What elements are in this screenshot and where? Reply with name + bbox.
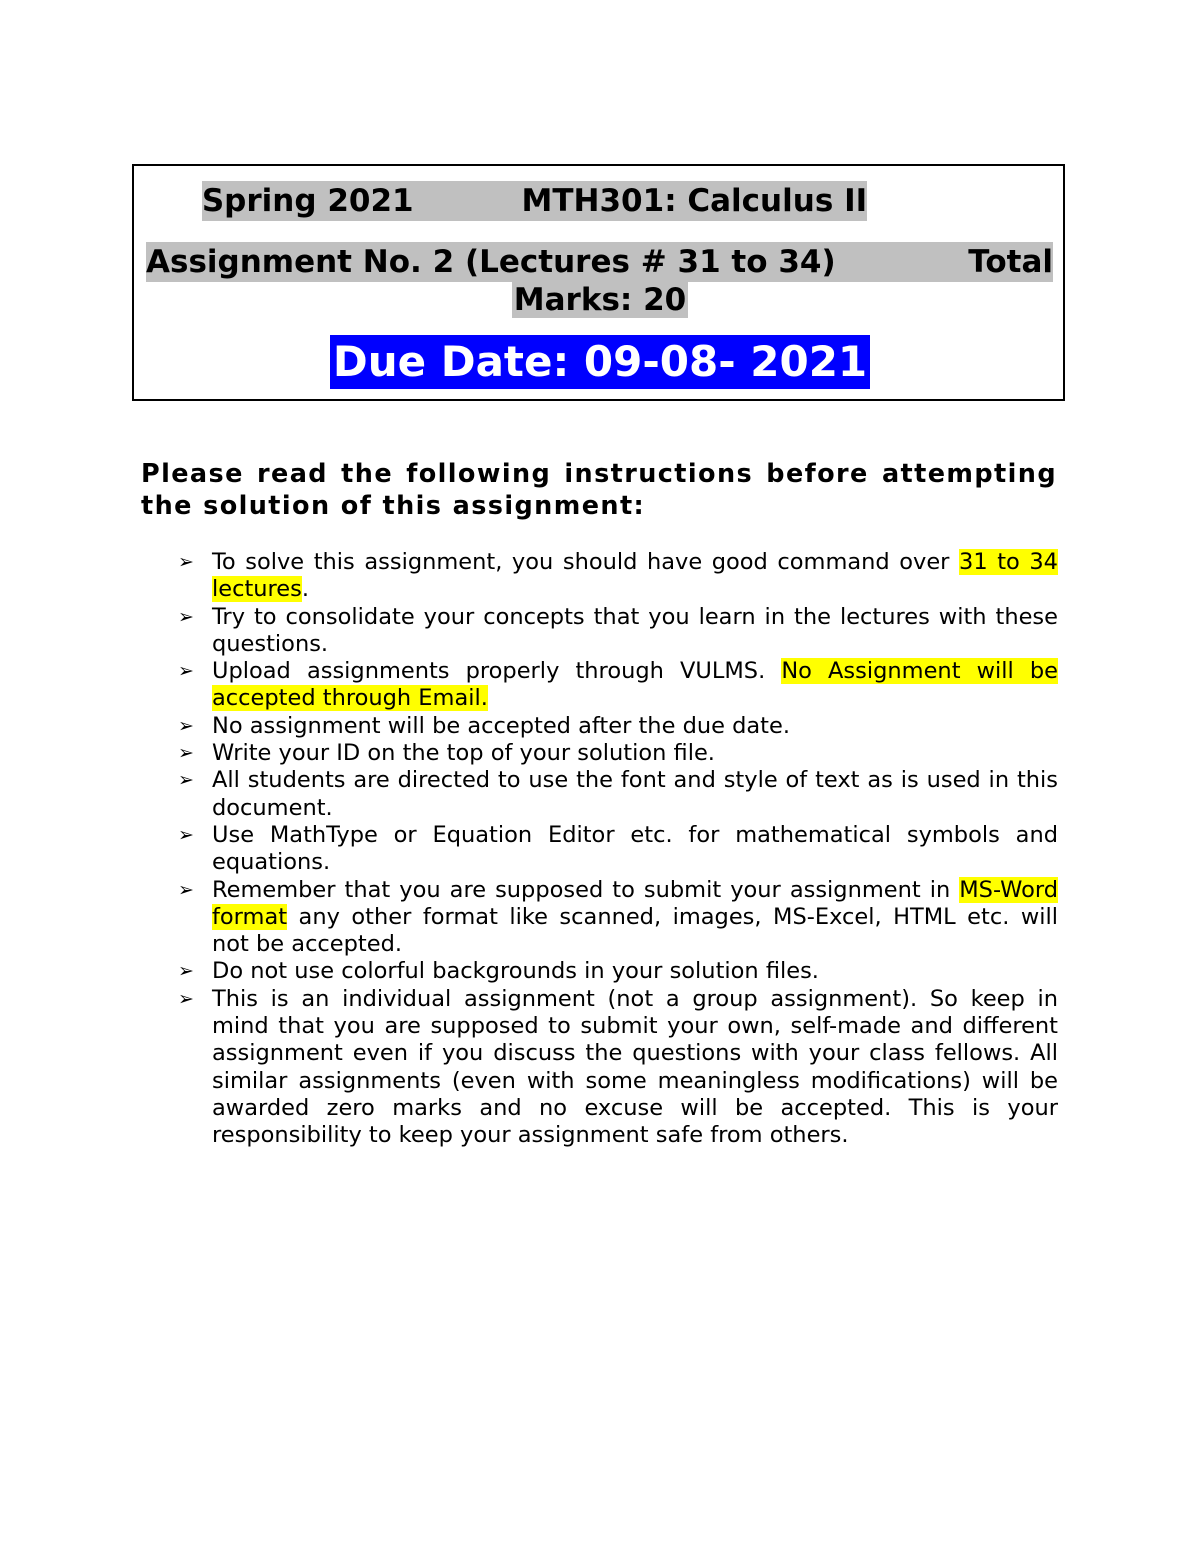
arrow-bullet-icon: ➢: [178, 987, 194, 1010]
arrow-bullet-icon: ➢: [178, 878, 194, 901]
due-date-line: [0, 335, 1200, 389]
arrow-bullet-icon: ➢: [178, 605, 194, 628]
arrow-bullet-icon: ➢: [178, 742, 194, 765]
instruction-item: [178, 822, 1058, 877]
assignment-shade: [146, 242, 1053, 282]
instruction-text: Upload assignments properly through VULMS.: [212, 658, 782, 685]
instruction-text: This is an individual assignment (not a group assignment). So keep in mind that you are supposed to submit your own, self-made and different assignment even if you discuss the questions with your class fellows. All similar assignments (even with some meaningless modifications) will be awarded zero marks and no excuse will be accepted. This is your responsibility to keep your assignment safe from others.: [212, 985, 1058, 1149]
instruction-text: All students are directed to use the font and style of text as is used in this document.: [212, 767, 1058, 821]
instruction-item: [178, 604, 1058, 659]
arrow-bullet-icon: ➢: [178, 823, 194, 846]
instruction-text: Write your ID on the top of your solution file.: [212, 740, 715, 767]
highlighted-text: No Assignment will be accepted through Email.: [212, 658, 1058, 712]
instruction-text: No assignment will be accepted after the due date.: [212, 712, 790, 739]
instruction-item: [178, 958, 1058, 985]
total-label: Total: [968, 244, 1053, 280]
arrow-bullet-icon: ➢: [178, 551, 194, 573]
arrow-bullet-icon: ➢: [178, 660, 194, 683]
instruction-item: [178, 767, 1058, 822]
total-marks: Marks: 20: [513, 282, 687, 318]
assignment-title: Assignment No. 2 (Lectures # 31 to 34): [146, 244, 836, 280]
course-title-line: [148, 181, 921, 221]
instruction-item: [178, 549, 1058, 604]
instructions-heading: Please read the following instructions before attempting the solution of this assignment:: [141, 459, 1057, 521]
instruction-text: Use MathType or Equation Editor etc. for mathematical symbols and equations.: [212, 821, 1058, 876]
instruction-item: [178, 877, 1058, 959]
marks-line: [0, 280, 1200, 320]
instruction-text: To solve this assignment, you should have good command over: [212, 549, 959, 575]
instruction-item: [178, 740, 1058, 767]
instruction-text: Try to consolidate your concepts that you learn in the lectures with these questions.: [212, 603, 1058, 657]
course-title: MTH301: Calculus II: [521, 183, 868, 219]
instruction-item: [178, 986, 1058, 1150]
assignment-line: [146, 242, 1053, 282]
instruction-text: Remember that you are supposed to submit your assignment in: [212, 876, 960, 903]
instruction-item: [178, 713, 1058, 740]
instruction-item: [178, 658, 1058, 713]
arrow-bullet-icon: ➢: [178, 769, 194, 792]
highlighted-text: MS-Word format: [212, 876, 1058, 930]
semester: Spring 2021: [201, 183, 414, 219]
semester-and-course: [202, 181, 867, 221]
instruction-text-tail: any other format like scanned, images, MS-Excel, HTML etc. will not be accepted.: [212, 903, 1058, 958]
due-date: Due Date: 09-08- 2021: [330, 335, 870, 389]
instructions-list: [178, 549, 1058, 1150]
highlighted-text: 31 to 34 lectures: [212, 549, 1058, 603]
arrow-bullet-icon: ➢: [178, 960, 194, 983]
instruction-text: Do not use colorful backgrounds in your solution files.: [212, 958, 819, 985]
arrow-bullet-icon: ➢: [178, 714, 194, 737]
instruction-text-tail: .: [301, 576, 310, 603]
